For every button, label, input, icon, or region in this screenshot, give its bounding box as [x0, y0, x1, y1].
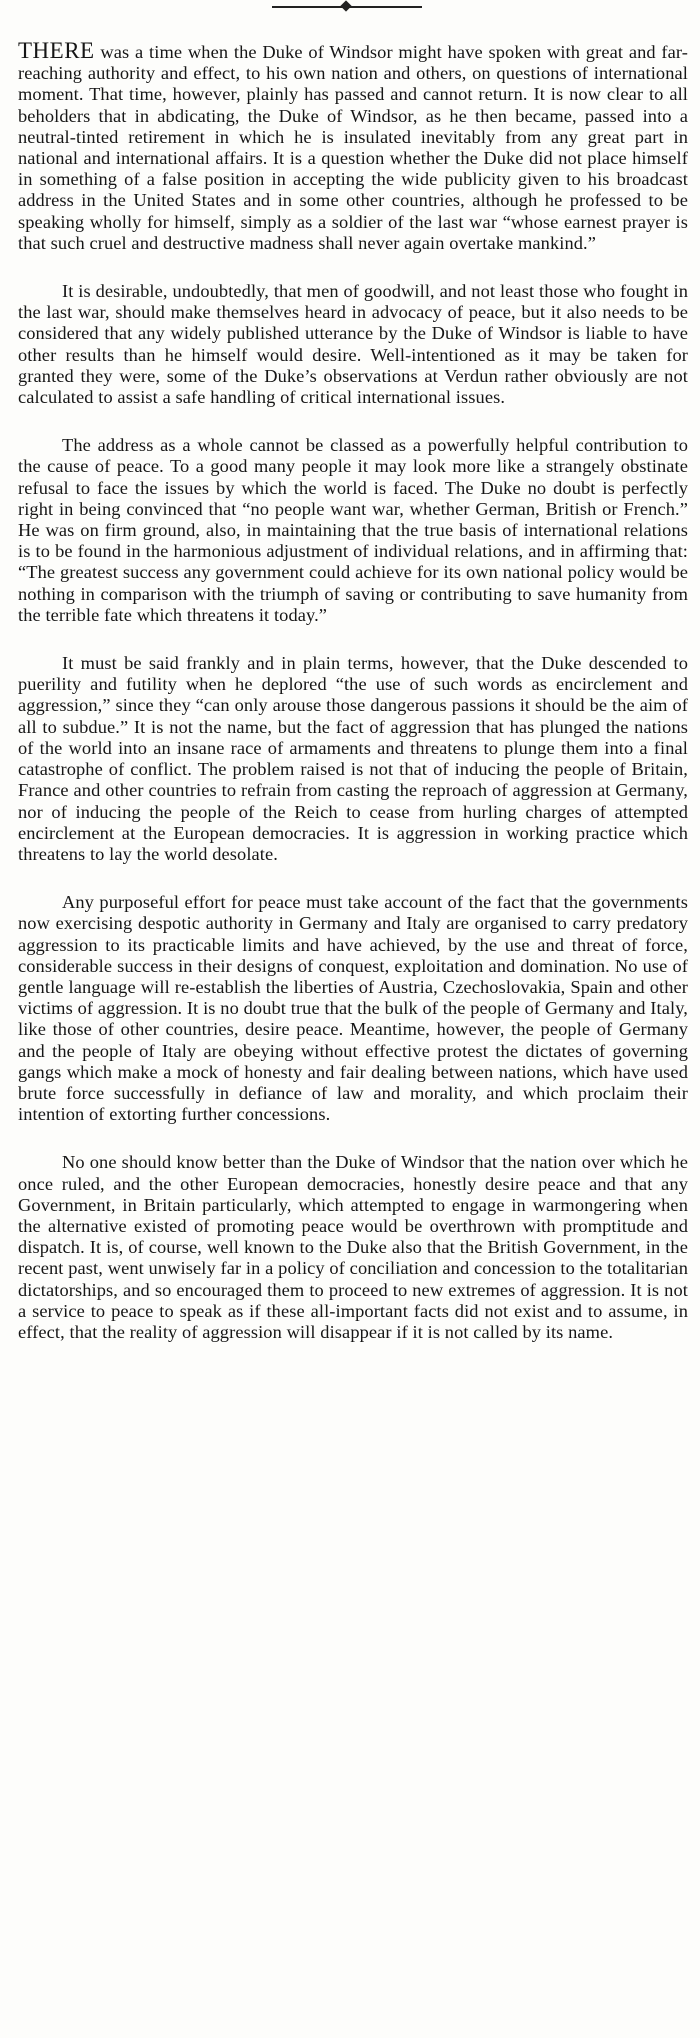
ornament-diamond-icon: [340, 0, 351, 11]
paragraph-1-text: was a time when the Duke of Windsor might have spoken with great and far-reaching authority and effect, to his own nation and others, on questions of international moment. That time, however, plainly has passed and cannot return. It is now clear to all beholders that in abdicating, the Duke of Windsor, as he then became, passed into a neutral-tinted retirement in which he is insulated inevitably from any great part in national and international affairs. It is a question whether the Duke did not place himself in something of a false position in accepting the wide publicity given to his broadcast address in the United States and in some other countries, although he professed to be speaking wholly for himself, simply as a soldier of the last war “whose earnest prayer is that such cruel and destructive madness shall never again overtake mankind.”: [18, 42, 688, 253]
paragraph-1: [18, 40, 688, 254]
paragraph-2: It is desirable, undoubtedly, that men of goodwill, and not least those who fought in the last war, should make themselves heard in advocacy of peace, but it also needs to be considered that any widely published utterance by the Duke of Windsor is liable to have other results than he himself would desire. Well-intentioned as it may be taken for granted they were, some of the Duke’s observations at Verdun rather obviously are not calculated to assist a safe handling of critical international issues.: [18, 281, 688, 408]
paragraph-4: It must be said frankly and in plain terms, however, that the Duke descended to puerility and futility when he deplored “the use of such words as encirclement and aggression,” since they “can only arouse those dangerous passions it should be the aim of all to subdue.” It is not the name, but the fact of aggression that has plunged the nations of the world into an insane race of armaments and threatens to plunge them into a final catastrophe of conflict. The problem raised is not that of inducing the people of Britain, France and other countries to refrain from casting the reproach of aggression at Germany, nor of inducing the people of the Reich to cease from hurling charges of attempted encirclement at the European democracies. It is aggression in working practice which threatens to lay the world desolate.: [18, 653, 688, 864]
paragraph-6: No one should know better than the Duke of Windsor that the nation over which he once ruled, and the other European democracies, honestly desire peace and that any Government, in Britain particularly, which attempted to engage in warmongering when the alternative existed of promoting peace would be overthrown with promptitude and dispatch. It is, of course, well known to the Duke also that the British Government, in the recent past, went unwisely far in a policy of conciliation and concession to the totalitarian dictatorships, and so encouraged them to proceed to new extremes of aggression. It is not a service to peace to speak as if these all-important facts did not exist and to assume, in effect, that the reality of aggression will disappear if it is not called by its name.: [18, 1152, 688, 1342]
article-body: [18, 40, 688, 1370]
drop-cap-word: THERE: [18, 38, 95, 63]
paragraph-5: Any purposeful effort for peace must take account of the fact that the governments now exercising despotic authority in Germany and Italy are organised to carry predatory aggression to its practicable limits and have achieved, by the use and threat of force, considerable success in their designs of conquest, exploitation and domination. No use of gentle language will re-establish the liberties of Austria, Czechoslovakia, Spain and other victims of aggression. It is no doubt true that the bulk of the people of Germany and Italy, like those of other countries, desire peace. Meantime, however, the people of Germany and the people of Italy are obeying without effective protest the dictates of governing gangs which make a mock of honesty and fair dealing between nations, which have used brute force successfully in defiance of law and morality, and which proclaim their intention of extorting further concessions.: [18, 892, 688, 1125]
paragraph-3: The address as a whole cannot be classed as a powerfully helpful contribution to the cause of peace. To a good many people it may look more like a strangely obstinate refusal to face the issues by which the world is faced. The Duke no doubt is perfectly right in being convinced that “no people want war, whether German, British or French.” He was on firm ground, also, in maintaining that the true basis of international relations is to be found in the harmonious adjustment of individual relations, and in affirming that: “The greatest success any government could achieve for its own national policy would be nothing in comparison with the triumph of saving or contributing to save humanity from the terrible fate which threatens it today.”: [18, 435, 688, 625]
